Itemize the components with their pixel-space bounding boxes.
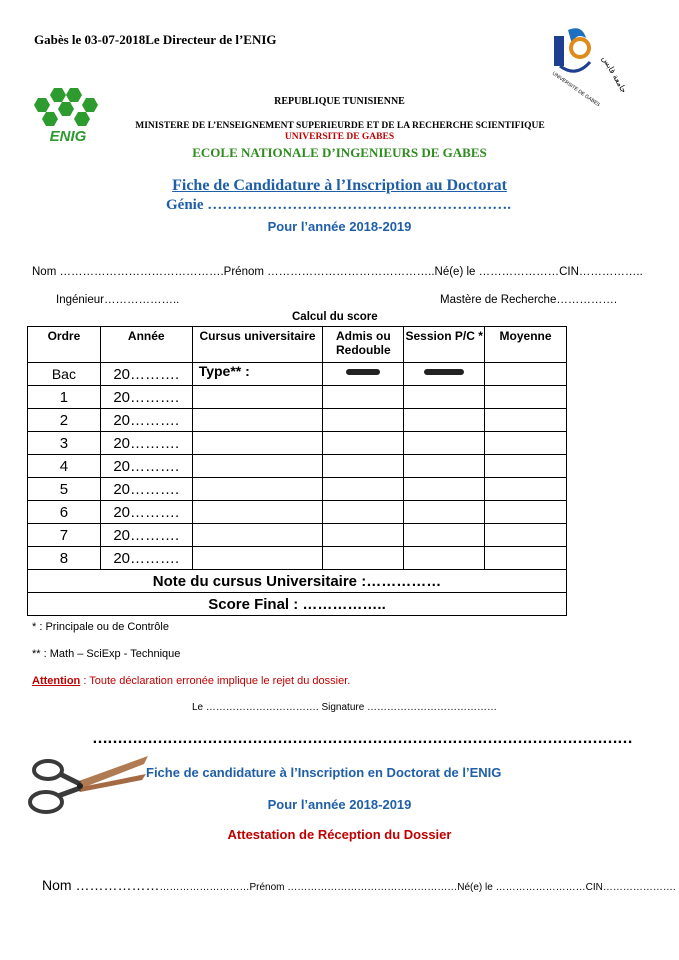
cell-annee[interactable]: 20………. — [100, 363, 192, 386]
note-type-bac: ** : Math – SciExp - Technique — [32, 648, 181, 660]
table-header-row — [28, 327, 567, 363]
col-header-session: Session P/C * — [404, 327, 485, 363]
cell-session[interactable] — [404, 455, 485, 478]
cell-moyenne[interactable] — [485, 409, 567, 432]
university-logo-text: UNIVERSITE DE GABES — [550, 70, 601, 109]
academic-year: Pour l’année 2018-2019 — [267, 219, 412, 234]
receipt-year: Pour l’année 2018-2019 — [267, 797, 412, 812]
cell-ordre: 5 — [28, 478, 101, 501]
republic-heading: REPUBLIQUE TUNISIENNE — [274, 96, 405, 107]
col-header-ordre: Ordre — [28, 327, 101, 363]
cell-cursus[interactable] — [192, 455, 323, 478]
receipt-identity-fields[interactable] — [42, 877, 676, 895]
col-header-annee: Année — [100, 327, 192, 363]
cell-ordre: 2 — [28, 409, 101, 432]
cell-admis[interactable] — [323, 524, 404, 547]
cell-moyenne[interactable] — [485, 386, 567, 409]
signature-line[interactable]: Le ……………………………. Signature ………………………………… — [192, 702, 498, 713]
table-row — [28, 363, 567, 386]
col-header-cursus: Cursus universitaire — [192, 327, 323, 363]
engineer-field[interactable]: Ingénieur……………….. — [56, 294, 180, 306]
cell-cursus[interactable] — [192, 501, 323, 524]
cell-moyenne[interactable] — [485, 455, 567, 478]
table-row — [28, 501, 567, 524]
cell-session[interactable] — [404, 363, 485, 386]
table-row — [28, 386, 567, 409]
cell-annee[interactable]: 20………. — [100, 386, 192, 409]
cell-admis[interactable] — [323, 363, 404, 386]
cell-cursus[interactable] — [192, 478, 323, 501]
cell-cursus[interactable]: Type** : — [192, 363, 323, 386]
table-caption: Calcul du score — [292, 311, 378, 323]
note-row — [28, 570, 567, 593]
cell-session[interactable] — [404, 501, 485, 524]
cell-admis[interactable] — [323, 547, 404, 570]
col-header-admis: Admis ou Redouble — [323, 327, 404, 363]
cell-cursus[interactable] — [192, 524, 323, 547]
table-row — [28, 409, 567, 432]
cell-cursus[interactable] — [192, 547, 323, 570]
attention-text: : Toute déclaration erronée implique le rejet du dossier. — [80, 675, 351, 687]
cell-annee[interactable]: 20………. — [100, 409, 192, 432]
form-title: Fiche de Candidature à l’Inscription au Doctorat — [172, 177, 507, 194]
redacted-mark — [346, 369, 380, 375]
cell-ordre: 3 — [28, 432, 101, 455]
cell-annee[interactable]: 20………. — [100, 432, 192, 455]
cell-cursus[interactable] — [192, 432, 323, 455]
university-logo-arabic: جامعة قابس — [600, 54, 629, 95]
cell-annee[interactable]: 20………. — [100, 524, 192, 547]
cell-moyenne[interactable] — [485, 501, 567, 524]
table-row — [28, 524, 567, 547]
cell-session[interactable] — [404, 547, 485, 570]
cell-annee[interactable]: 20………. — [100, 478, 192, 501]
cell-annee[interactable]: 20………. — [100, 455, 192, 478]
table-row — [28, 432, 567, 455]
cell-cursus[interactable] — [192, 386, 323, 409]
cell-session[interactable] — [404, 524, 485, 547]
cell-cursus[interactable] — [192, 409, 323, 432]
cell-session[interactable] — [404, 432, 485, 455]
score-final-cell[interactable]: Score Final : …………….. — [28, 593, 567, 616]
cell-moyenne[interactable] — [485, 547, 567, 570]
cell-ordre: 4 — [28, 455, 101, 478]
col-header-moyenne: Moyenne — [485, 327, 567, 363]
genie-line: Génie ……………………………………………………. — [166, 197, 511, 213]
receipt-name-label: Nom ……………… — [42, 877, 160, 893]
cell-annee[interactable]: 20………. — [100, 501, 192, 524]
university-logo — [546, 22, 629, 109]
master-field[interactable]: Mastère de Recherche……………. — [440, 294, 618, 306]
cut-line: ……………………………………………………………………………………………… — [92, 730, 632, 747]
ministry-heading: MINISTERE DE L’ENSEIGNEMENT SUPERIEURDE ET DE LA RECHERCHE SCIENTIFIQUE — [135, 121, 545, 131]
cell-ordre: Bac — [28, 363, 101, 386]
cell-annee[interactable]: 20………. — [100, 547, 192, 570]
note-cursus-cell[interactable]: Note du cursus Universitaire :…………… — [28, 570, 567, 593]
school-heading: ECOLE NATIONALE D’INGENIEURS DE GABES — [192, 145, 487, 160]
enig-logo-text: ENIG — [49, 128, 87, 145]
cell-session[interactable] — [404, 478, 485, 501]
university-heading: UNIVERSITE DE GABES — [284, 132, 395, 142]
receipt-attestation: Attestation de Réception du Dossier — [227, 827, 452, 842]
cell-moyenne[interactable] — [485, 363, 567, 386]
cell-admis[interactable] — [323, 455, 404, 478]
score-row — [28, 593, 567, 616]
attention-label: Attention — [32, 675, 81, 687]
cell-ordre: 1 — [28, 386, 101, 409]
cell-admis[interactable] — [323, 501, 404, 524]
cell-moyenne[interactable] — [485, 432, 567, 455]
cell-session[interactable] — [404, 409, 485, 432]
cell-admis[interactable] — [323, 409, 404, 432]
cell-moyenne[interactable] — [485, 524, 567, 547]
cell-ordre: 8 — [28, 547, 101, 570]
note-principal-controle: * : Principale ou de Contrôle — [32, 621, 169, 633]
receipt-title: Fiche de candidature à l’Inscription en Doctorat de l’ENIG — [146, 765, 502, 780]
cell-ordre: 7 — [28, 524, 101, 547]
date-director-line: Gabès le 03-07-2018Le Directeur de l’ENIG — [34, 32, 277, 47]
cell-admis[interactable] — [323, 432, 404, 455]
cell-admis[interactable] — [323, 478, 404, 501]
identity-fields[interactable]: Nom …………………………………….Prénom ……………………………………..Né(e) le …………………CIN…………….. — [32, 266, 643, 278]
table-row — [28, 547, 567, 570]
table-row — [28, 455, 567, 478]
table-row — [28, 478, 567, 501]
redacted-mark — [424, 369, 464, 375]
cell-ordre: 6 — [28, 501, 101, 524]
cell-session[interactable] — [404, 386, 485, 409]
score-table — [27, 326, 567, 616]
receipt-name-rest: ………………………Prénom ……………………………………………Né(e) le ………………………CIN…………………. — [159, 882, 676, 893]
cell-moyenne[interactable] — [485, 478, 567, 501]
attention-note — [32, 675, 350, 687]
cell-admis[interactable] — [323, 386, 404, 409]
